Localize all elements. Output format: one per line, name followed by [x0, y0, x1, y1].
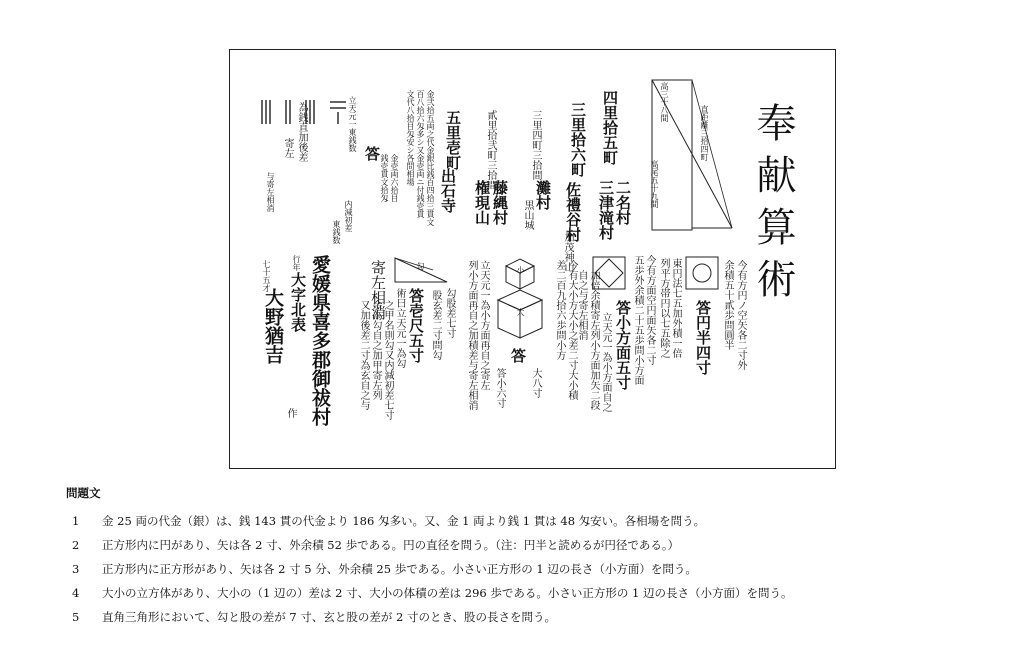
author-name: 大野猶吉 [262, 288, 284, 364]
problem-row [66, 605, 1006, 629]
p5-method-3: 余為勾自之加甲寄左列 [370, 300, 381, 400]
dist-3ri-4: 三里四町三拾間 [530, 110, 541, 180]
problem-row [66, 557, 1006, 581]
dist-5ri: 五里壱町 [444, 110, 462, 170]
p2-answer: 答円半四寸 [694, 300, 712, 375]
p1-line-3: 文代八拾目匁安シ各問相場 [406, 90, 415, 186]
cone-label-right: 直距離三拾四町 [700, 105, 709, 161]
p1-method-2: 為銭直加後差 [296, 102, 307, 162]
p4-line-2: 差二百九拾六歩問小方 [554, 260, 565, 360]
p3-answer: 答小方面五寸 [614, 300, 632, 390]
problem-row [66, 581, 1006, 605]
p5-method-5: 寄左相消 [369, 260, 387, 320]
p4-method-2: 列小方面再自之加積差与寄左相消 [466, 260, 477, 410]
author-district: 大字北表 [289, 272, 307, 332]
p1-line-5: 銭壱貫文拾匁 [380, 154, 389, 202]
problem-number: 4 [72, 586, 80, 600]
problem-statements [66, 485, 1006, 629]
author-saku: 作 [285, 408, 296, 418]
dist-3ri: 三里拾六町 [569, 102, 587, 177]
cone-label-base: 高尾五十九間 [650, 160, 659, 208]
p1-method-6: 東銭数 [332, 220, 341, 244]
p1-method-1: 立天元一東銭数 [348, 96, 357, 152]
p3-line-2: 五歩外余積二十五歩問小方面 [632, 255, 643, 385]
author-address: 愛媛県喜多郡御祓村 [309, 255, 331, 426]
p3-method-3: 自之与寄左相消 [576, 270, 587, 340]
place-izushi: 出石寺 [439, 168, 457, 213]
place-kuroyama: 黒山城 [522, 200, 533, 230]
cube-big-label: 大 [516, 308, 525, 316]
circle-square-figure [685, 256, 721, 292]
sangaku-tablet [229, 49, 836, 469]
p5-method-2: 之甲名則勾又内減初差七寸 [382, 300, 393, 420]
cube-small-label: 小 [516, 266, 525, 274]
problem-number: 2 [72, 538, 80, 552]
p3-method-1: 立天元一為小方面自之 [600, 312, 611, 412]
p2-line-1: 今有方円ノ空矢各二寸外 [735, 260, 746, 370]
author-age: 七十五才 [262, 260, 271, 292]
p2-method-1: 東円法七五加外積一倍 [670, 258, 681, 358]
problem-text: 正方形内に正方形があり、矢は各 2 寸 5 分、外余積 25 歩である。小さい正方形の 1 辺の長さ（小方面）を問う。 [102, 562, 697, 576]
p5-line-2: 股玄差二寸問勾 [430, 290, 441, 360]
author-age-label: 行年 [292, 255, 301, 271]
problem-row [66, 509, 1006, 533]
p4-answer-small: 答小六寸 [494, 368, 505, 408]
p3-line-1: 今有方面空円面矢各二寸 [644, 255, 655, 365]
p5-method-1: 術曰立天元一為勾 [394, 288, 405, 368]
place-gongen: 権現山 [473, 180, 491, 225]
problem-text: 大小の立方体があり、大小の（1 辺の）差は 2 寸、大小の体積の差は 296 歩である。小さい正方形の 1 辺の長さ（小方面）を問う。 [102, 586, 793, 600]
p2-line-2: 余積五十貳歩問圓半 [722, 260, 733, 350]
problem-text: 正方形内に円があり、矢は各 2 寸、外余積 52 歩である。円の直径を問う。（注：円半と読めるが円径である。） [102, 538, 680, 552]
problem-row [66, 533, 1006, 557]
dist-4ri: 四里拾五町 [601, 90, 619, 165]
p1-method-5: 内減初差 [344, 200, 353, 232]
p5-answer: 答壱尺五寸 [407, 288, 425, 363]
problem-text: 金 25 両の代金（銀）は、銭 143 貫の代金より 186 匁多い。又、金 1 両より銭 1 貫は 48 匁安い。各相場を問う。 [102, 514, 706, 528]
problem-number: 5 [72, 610, 80, 624]
triangle-label: 勾 [416, 262, 425, 270]
place-kamo: 加茂神山 [562, 232, 573, 272]
p5-line-1: 勾股差七寸 [444, 288, 455, 338]
p3-method-2: 加倍余積寄左列小方面加矢二段 [588, 270, 599, 410]
place-sareidani: 佐禮谷村 [564, 182, 582, 242]
place-futana: 二名村 [614, 180, 632, 225]
p4-answer: 答 [509, 348, 527, 363]
p1-line-1: 金弐拾五両之代金銀比銭百四拾三貫文 [426, 90, 435, 226]
problems-heading: 問題文 [66, 486, 101, 500]
problem-number: 1 [72, 514, 80, 528]
place-fujinawa: 藤縄村 [491, 180, 509, 225]
p4-method-1: 立天元一為小方面再自之寄左 [478, 260, 489, 390]
triangle-figure [393, 256, 451, 286]
problem-number: 3 [72, 562, 80, 576]
place-nada: 灘村 [534, 180, 552, 210]
p1-method-3: 寄左 [282, 138, 293, 158]
p2-method-2: 列平方帯円以七五除之 [658, 258, 669, 358]
dist-2ri: 貳里拾弐町三拾間 [485, 110, 496, 190]
counting-rods [258, 98, 348, 128]
problem-text: 直角三角形において、勾と股の差が 7 寸、玄と股の差が 2 寸のとき、股の長さを問う。 [102, 610, 557, 624]
p4-line-1: 今有大小方大小之差二寸大小積 [566, 260, 577, 400]
p4-answer-big: 大八寸 [530, 368, 541, 398]
cone-label-top: 高三十八間 [660, 82, 669, 122]
place-mitsu: 三津滝村 [597, 180, 615, 240]
p1-line-4: 金壱両六拾目 [390, 154, 399, 202]
tablet-title: 奉献算術 [750, 102, 796, 310]
p1-line-2: 百八拾六匁多シ又金壱両ニ付銭壱貫 [416, 90, 425, 218]
p1-answer: 答 [363, 146, 381, 161]
p1-method-4: 与寄左相消 [266, 172, 275, 212]
p5-method-4: 又加後差二寸為玄自之与 [358, 300, 369, 410]
